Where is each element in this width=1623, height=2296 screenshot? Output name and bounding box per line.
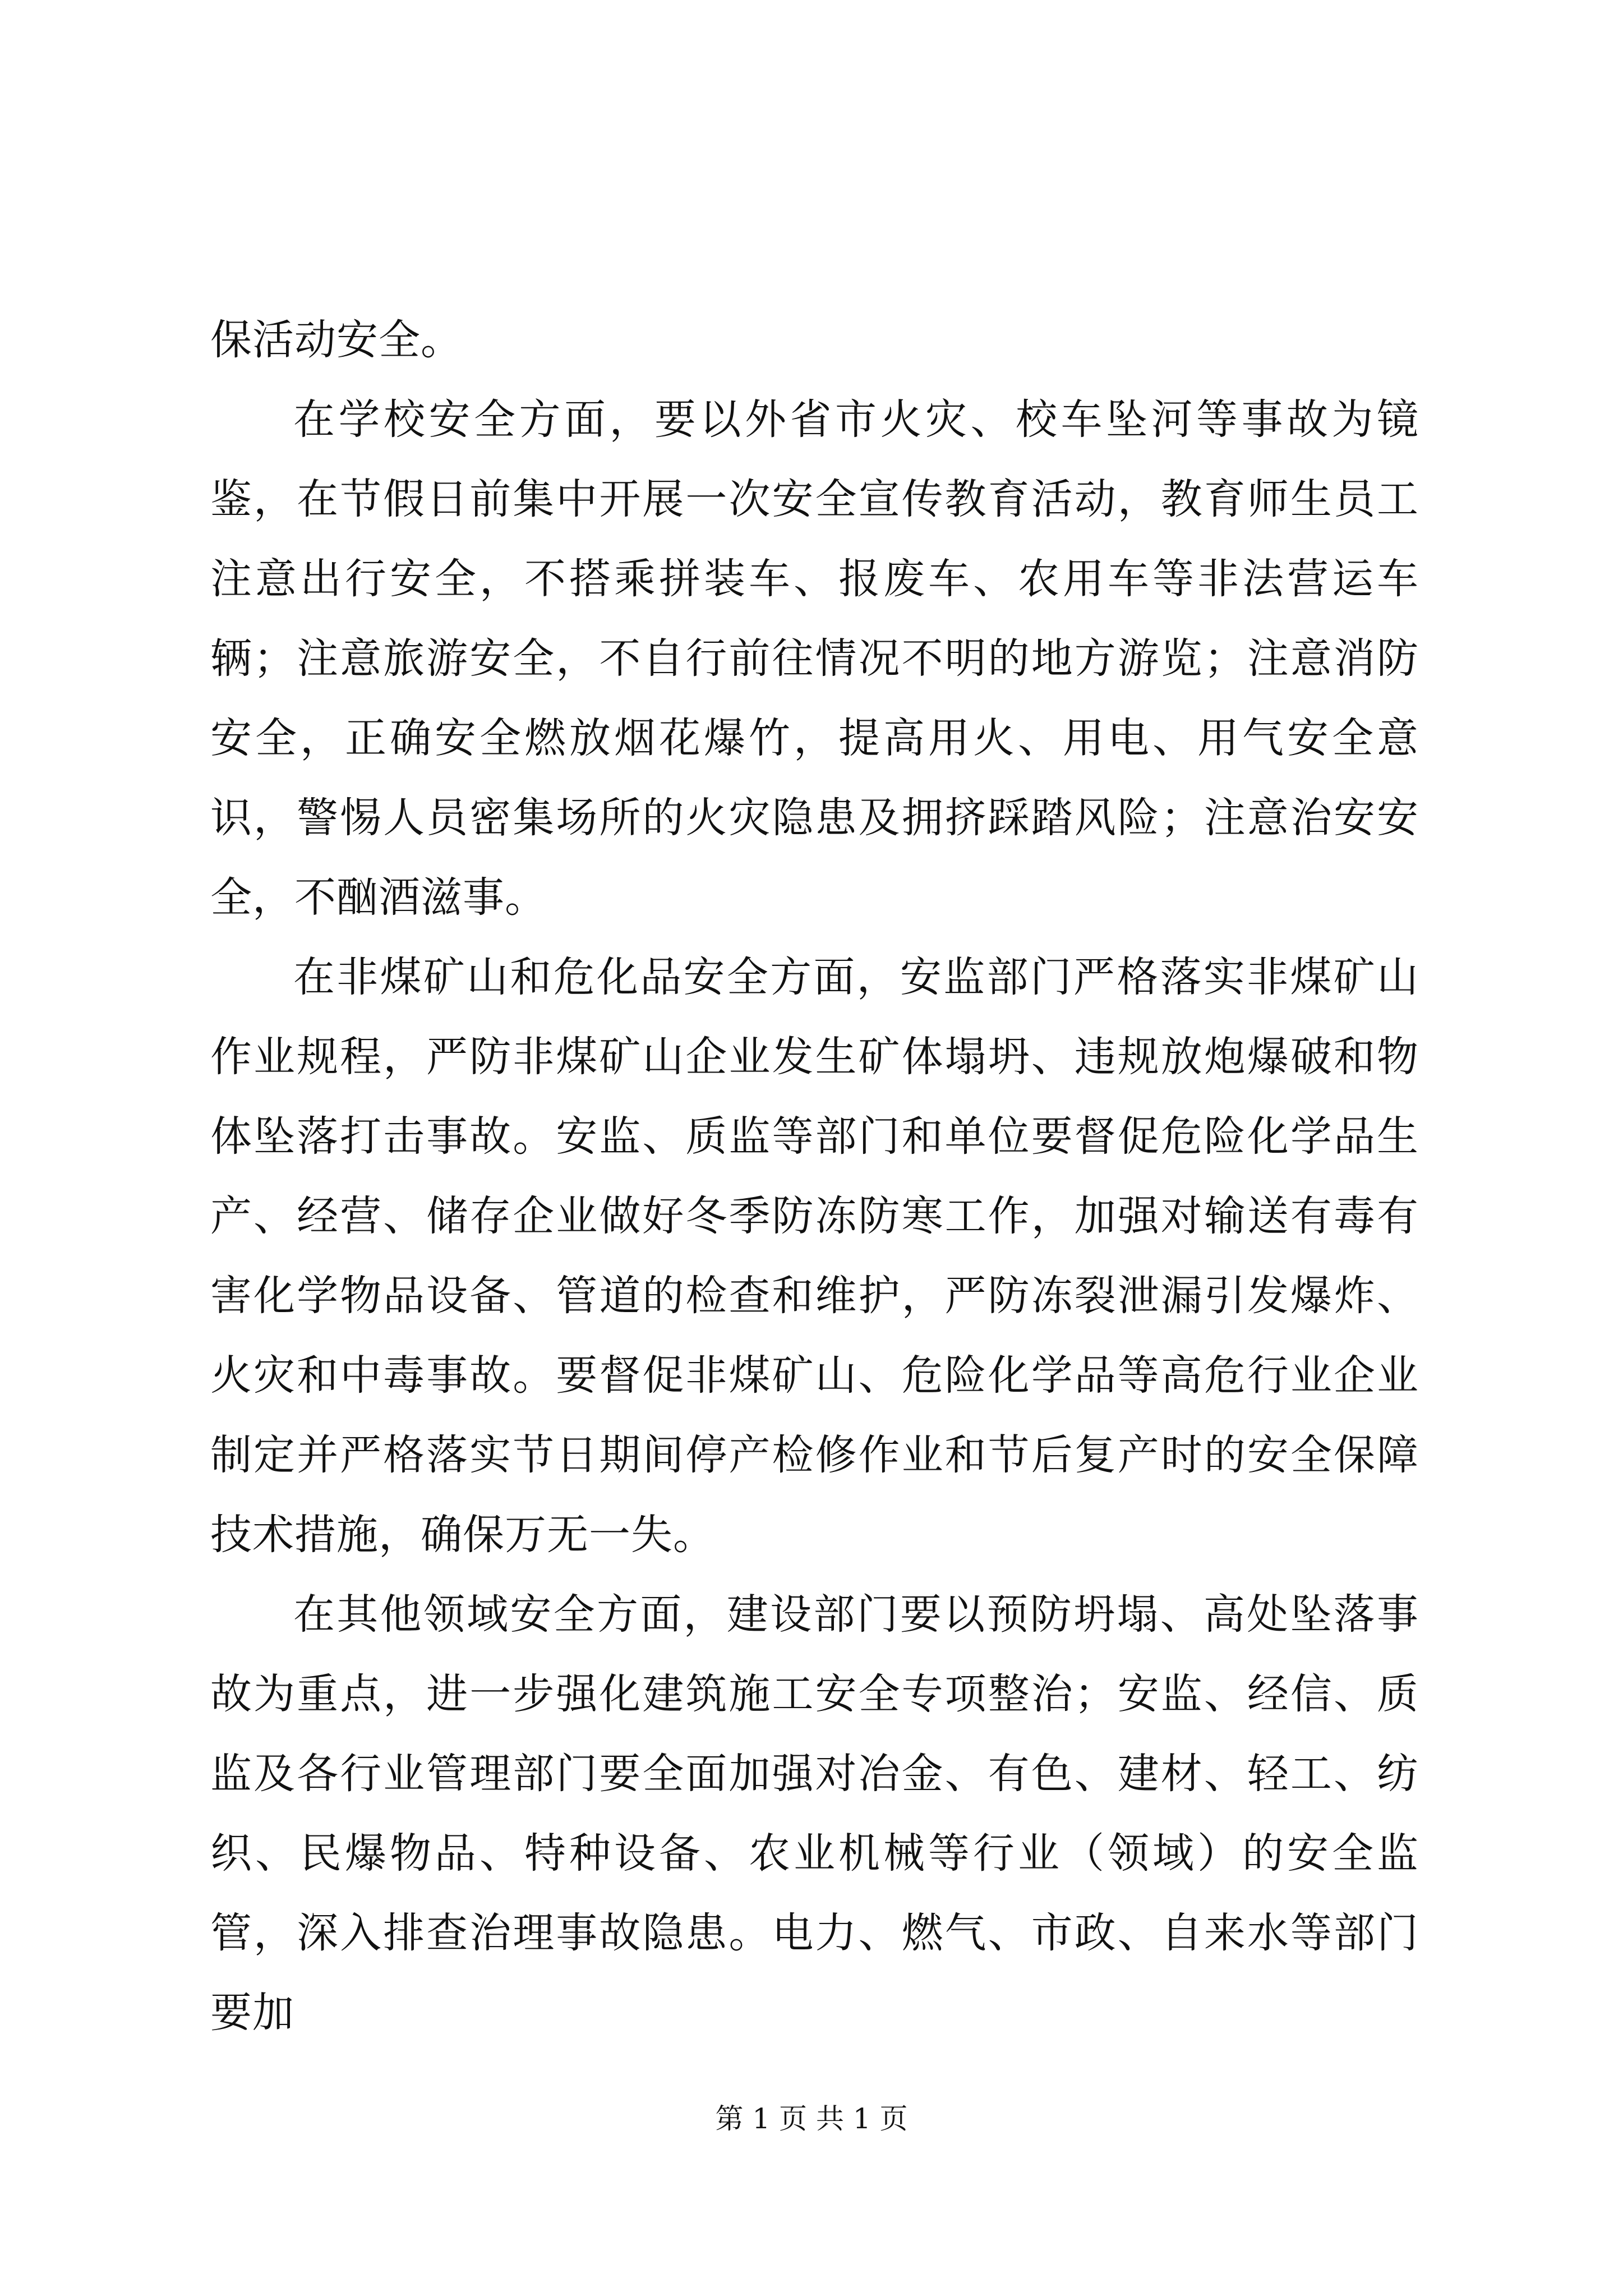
paragraph-continuation: 保活动安全。 xyxy=(210,316,463,364)
document-body xyxy=(210,300,1419,2053)
page-footer: 第 1 页 共 1 页 xyxy=(715,2102,908,2135)
paragraph-other-fields-safety: 在其他领域安全方面，建设部门要以预防坍塌、高处坠落事故为重点，进一步强化建筑施工安全专项整治；安监、经信、质监及各行业管理部门要全面加强对冶金、有色、建材、轻工、纺织、民爆物品、特种设备、农业机械等行业（领域）的安全监管，深入排查治理事故隐患。电力、燃气、市政、自来水等部门要加 xyxy=(210,1590,1419,2037)
paragraph-school-safety: 在学校安全方面，要以外省市火灾、校车坠河等事故为镜鉴，在节假日前集中开展一次安全宣传教育活动，教育师生员工注意出行安全，不搭乘拼装车、报废车、农用车等非法营运车辆；注意旅游安全，不自行前往情况不明的地方游览；注意消防安全，正确安全燃放烟花爆竹，提高用火、用电、用气安全意识，警惕人员密集场所的火灾隐患及拥挤踩踏风险；注意治安安全，不酗酒滋事。 xyxy=(210,395,1419,922)
paragraph-mining-chemicals-safety: 在非煤矿山和危化品安全方面，安监部门严格落实非煤矿山作业规程，严防非煤矿山企业发生矿体塌坍、违规放炮爆破和物体坠落打击事故。安监、质监等部门和单位要督促危险化学品生产、经营、储存企业做好冬季防冻防寒工作，加强对输送有毒有害化学物品设备、管道的检查和维护，严防冻裂泄漏引发爆炸、火灾和中毒事故。要督促非煤矿山、危险化学品等高危行业企业制定并严格落实节日期间停产检修作业和节后复产时的安全保障技术措施，确保万无一失。 xyxy=(210,953,1419,1559)
